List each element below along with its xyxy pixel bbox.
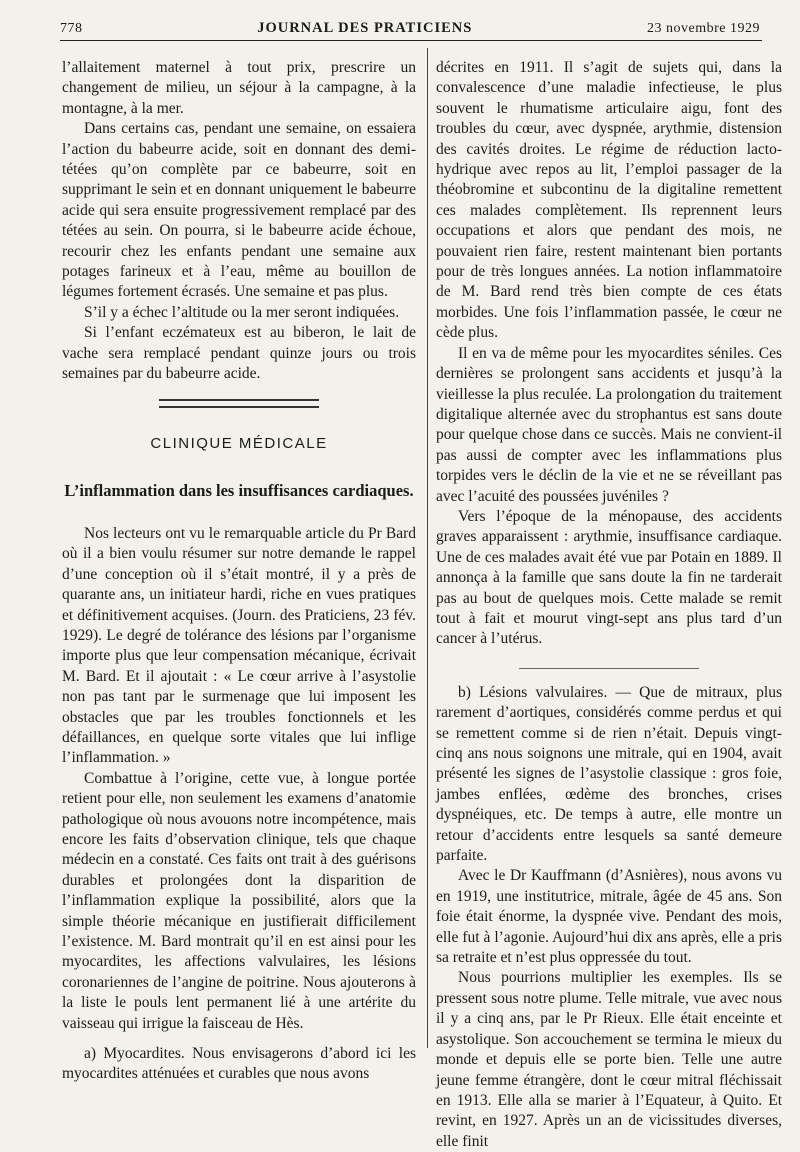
journal-title: JOURNAL DES PRATICIENS [257, 20, 473, 36]
page-number: 778 [60, 21, 83, 36]
paragraph: b) Lésions valvulaires. — Que de mitraux, plus rarement d’aortiques, considérés comme perdus et qui se remettent comme si de rien n’était. Depuis vingt-cinq ans nous soignons une mitrale, qui en 1904, avait présenté les signes de l’asystolie classique : gros foie, jambes enflées, œdème des bronches, crises dyspnéiques, etc. De temps à autre, elle montre un retour d’accidents entre lesquels sa santé demeure parfaite. [436, 683, 782, 865]
section-divider [159, 399, 319, 408]
paragraph: Il en va de même pour les myocardites séniles. Ces dernières se prolongent sans accidents et jusqu’à la vieillesse la plus reculée. La prolongation du traitement digitalique alternée avec du strophantus est sans doute pour quelque chose dans ce succès. Mais ne convient-il pas aussi de compter avec les inflammations plus torpides vers le déclin de la vie et ne se réveillant pas avec l’acuité des poussées juvéniles ? [436, 344, 782, 505]
page-header [60, 20, 760, 40]
paragraph: Dans certains cas, pendant une semaine, on essaiera l’action du babeurre acide, soit en donnant des demi-tétées qu’on complète par ce babeurre, soit en supprimant le sein et en donnant uniquement le babeurre acide qui sera ensuite progressivement remplacé par des tétées au sein. On pourra, si le babeurre acide échoue, recourir chez les enfants pendant une semaine aux potages farineux et à l’eau, même au bouillon de légumes fortement écrasés. Une semaine et pas plus. [62, 120, 416, 301]
left-column [62, 58, 416, 1085]
issue-date: 23 novembre 1929 [647, 21, 760, 36]
right-column [436, 58, 782, 1152]
article-title: L’inflammation dans les insuffisances cardiaques. [64, 480, 414, 500]
paragraph: Vers l’époque de la ménopause, des accidents graves apparaissent : arythmie, insuffisance cardiaque. Une de ces malades avait été vue par Potain en 1889. Il annonça à la famille que sans doute la fin ne tarderait pas au bout de quelques mois. Cette malade se remit tout à fait et mourut vingt-sept ans plus tard d’un cancer à l’utérus. [436, 507, 782, 648]
spacer [62, 1034, 416, 1044]
paragraph: S’il y a échec l’altitude ou la mer seront indiquées. [84, 303, 400, 321]
section-heading: CLINIQUE MÉDICALE [150, 434, 328, 452]
column-divider [427, 48, 428, 1048]
header-rule [60, 40, 762, 41]
paragraph: a) Myocardites. Nous envisagerons d’abord ici les myocardites atténuées et curables que nous avons [62, 1045, 416, 1083]
paragraph: Si l’enfant eczémateux est au biberon, le lait de vache sera remplacé pendant quinze jours ou trois semaines par du babeurre acide. [62, 324, 416, 383]
paragraph: Nous pourrions multiplier les exemples. Ils se pressent sous notre plume. Telle mitrale, vue avec nous il y a cinq ans, par le Pr Rieux. Elle était enceinte et asystolique. Son accouchement se termina le mieux du monde et depuis elle se porte bien. Telle une autre jeune femme étrangère, dont le cœur mitral fléchissait en 1913. Elle alla se marier à l’Equateur, à Quito. Et revint, en 1927. Après un an de vicissitudes diverses, elle finit [436, 969, 782, 1150]
paragraph: Avec le Dr Kauffmann (d’Asnières), nous avons vu en 1919, une institutrice, mitrale, âgée de 45 ans. Son foie était énorme, la dyspnée vive. Pendant des mois, elle fut à l’agonie. Aujourd’hui dix ans après, elle a pris sa retraite et n’est plus oppressée du tout. [436, 867, 782, 967]
paragraph: Nos lecteurs ont vu le remarquable article du Pr Bard où il a bien voulu résumer sur notre demande le rappel d’une conception où il s’était montré, il y a près de quarante ans, un initiateur hardi, riche en vues pratiques et définitivement acquises. (Journ. des Praticiens, 23 fév. 1929). Le degré de tolérance des lésions par l’organisme importe plus que leur compensation mécanique, écrivait M. Bard. Et il ajoutait : « Le cœur arrive à l’asystolie non pas tant par le surmenage que lui imposent les obstacles que par les troubles fonctionnels et les défaillances, en quelque sorte vitales que lui inflige l’inflammation. » [62, 524, 416, 767]
paragraph: Combattue à l’origine, cette vue, à longue portée retient pour elle, non seulement les examens d’anatomie pathologique où nous avouons notre incompétence, mais encore les faits d’observation clinique, tels que chaque médecin en a constaté. Ces faits ont trait à des guérisons durables et prolongées dont la disparition de l’inflammation explique la possibilité, alors que la simple théorie mécanique en justifierait difficilement l’existence. M. Bard montrait qu’il en est ainsi pour les myocardites, les affections valvulaires, les lésions coronariennes de l’angine de poitrine. Nous ajouterons à la liste le pouls lent permanent lié à une artérite du vaisseau qui irrigue la faisceau de Hès. [62, 769, 416, 1032]
paragraph: l’allaitement maternel à tout prix, prescrire un changement de milieu, un séjour à la campagne, à la montagne, à la mer. [62, 59, 416, 117]
paragraph-divider [519, 668, 699, 669]
paragraph: décrites en 1911. Il s’agit de sujets qui, dans la convalescence d’une maladie infectieuse, le plus souvent le rhumatisme articulaire aigu, font des troubles du cœur, avec dyspnée, arythmie, distension des cavités droites. Le régime de réduction lacto-hydrique avec repos au lit, l’emploi passager de la théobromine et subcontinu de la digitaline remettent ces malades complètement. Ils reprennent leurs occupations et alors que pendant des mois, ne pouvaient rien faire, restent maintenant bien portants pour de très longues années. La notion inflammatoire de M. Bard rend très bien compte de ces états morbides. Une fois l’inflammation passée, le cœur ne cède plus. [436, 59, 782, 342]
